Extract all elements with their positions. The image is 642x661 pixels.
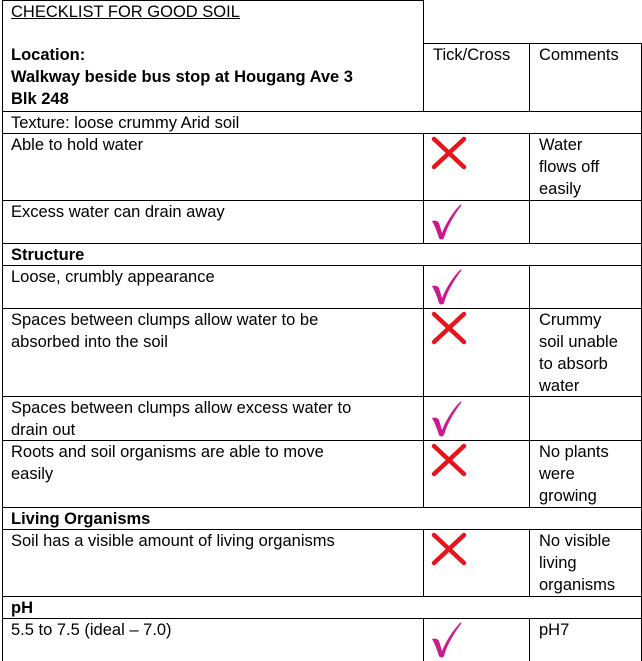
- tick-icon: [430, 396, 474, 440]
- criterion-text: absorbed into the soil: [11, 333, 168, 351]
- criterion-text: drain out: [11, 421, 76, 439]
- tick-icon: [430, 264, 474, 308]
- column-divider: [423, 200, 424, 243]
- comment-text: Water: [539, 136, 583, 154]
- column-divider: [423, 133, 424, 200]
- column-divider: [529, 265, 530, 308]
- column-divider: [529, 133, 530, 200]
- column-divider: [529, 529, 530, 596]
- tick-icon: [430, 617, 474, 661]
- column-divider: [423, 440, 424, 507]
- comment-text: No plants: [539, 443, 609, 461]
- cross-icon: [430, 310, 474, 354]
- comment-text: easily: [539, 180, 582, 198]
- location-line-2: Blk 248: [11, 90, 69, 108]
- criterion-text: Spaces between clumps allow water to be: [11, 311, 319, 329]
- column-divider: [423, 308, 424, 396]
- comment-text: soil unable: [539, 333, 618, 351]
- comment-text: to absorb: [539, 355, 608, 373]
- comment-text: pH7: [539, 621, 570, 639]
- criterion-text: Spaces between clumps allow excess water to: [11, 399, 352, 417]
- header-top-border: [2, 0, 424, 1]
- criterion-text: Roots and soil organisms are able to move: [11, 443, 324, 461]
- comment-text: were: [539, 465, 575, 483]
- comment-text: water: [539, 377, 580, 395]
- section-heading: Structure: [11, 246, 85, 264]
- comment-text: organisms: [539, 576, 616, 594]
- row-border: [2, 243, 642, 244]
- section-heading: pH: [11, 599, 33, 617]
- comment-text: growing: [539, 487, 597, 505]
- column-divider: [423, 265, 424, 308]
- column-divider: [423, 529, 424, 596]
- column-header-tick-cross: Tick/Cross: [433, 46, 511, 64]
- criterion-text: Soil has a visible amount of living organisms: [11, 532, 335, 550]
- section-heading: Living Organisms: [11, 510, 151, 528]
- section-heading: Texture: loose crummy Arid soil: [11, 114, 240, 132]
- column-header-divider: [529, 43, 530, 111]
- column-divider: [423, 396, 424, 440]
- column-divider: [529, 396, 530, 440]
- column-header-comments: Comments: [539, 46, 619, 64]
- cross-icon: [430, 135, 474, 179]
- column-divider: [529, 618, 530, 661]
- criterion-text: easily: [11, 465, 54, 483]
- comment-text: Crummy: [539, 311, 602, 329]
- column-header-top-border: [423, 43, 642, 44]
- header-divider: [423, 0, 424, 111]
- column-divider: [529, 308, 530, 396]
- column-divider: [529, 440, 530, 507]
- column-divider: [423, 618, 424, 661]
- column-divider: [529, 200, 530, 243]
- criterion-text: Loose, crumbly appearance: [11, 268, 215, 286]
- comment-text: No visible: [539, 532, 611, 550]
- cross-icon: [430, 531, 474, 575]
- criterion-text: Excess water can drain away: [11, 203, 225, 221]
- checklist-title: CHECKLIST FOR GOOD SOIL: [11, 3, 240, 21]
- comment-text: flows off: [539, 158, 600, 176]
- tick-icon: [430, 199, 474, 243]
- comment-text: living: [539, 554, 577, 572]
- location-line-1: Walkway beside bus stop at Hougang Ave 3: [11, 68, 353, 86]
- table-left-border: [2, 0, 3, 661]
- row-border: [2, 596, 642, 597]
- criterion-text: 5.5 to 7.5 (ideal – 7.0): [11, 621, 172, 639]
- location-label: Location:: [11, 46, 86, 64]
- criterion-text: Able to hold water: [11, 136, 144, 154]
- cross-icon: [430, 442, 474, 486]
